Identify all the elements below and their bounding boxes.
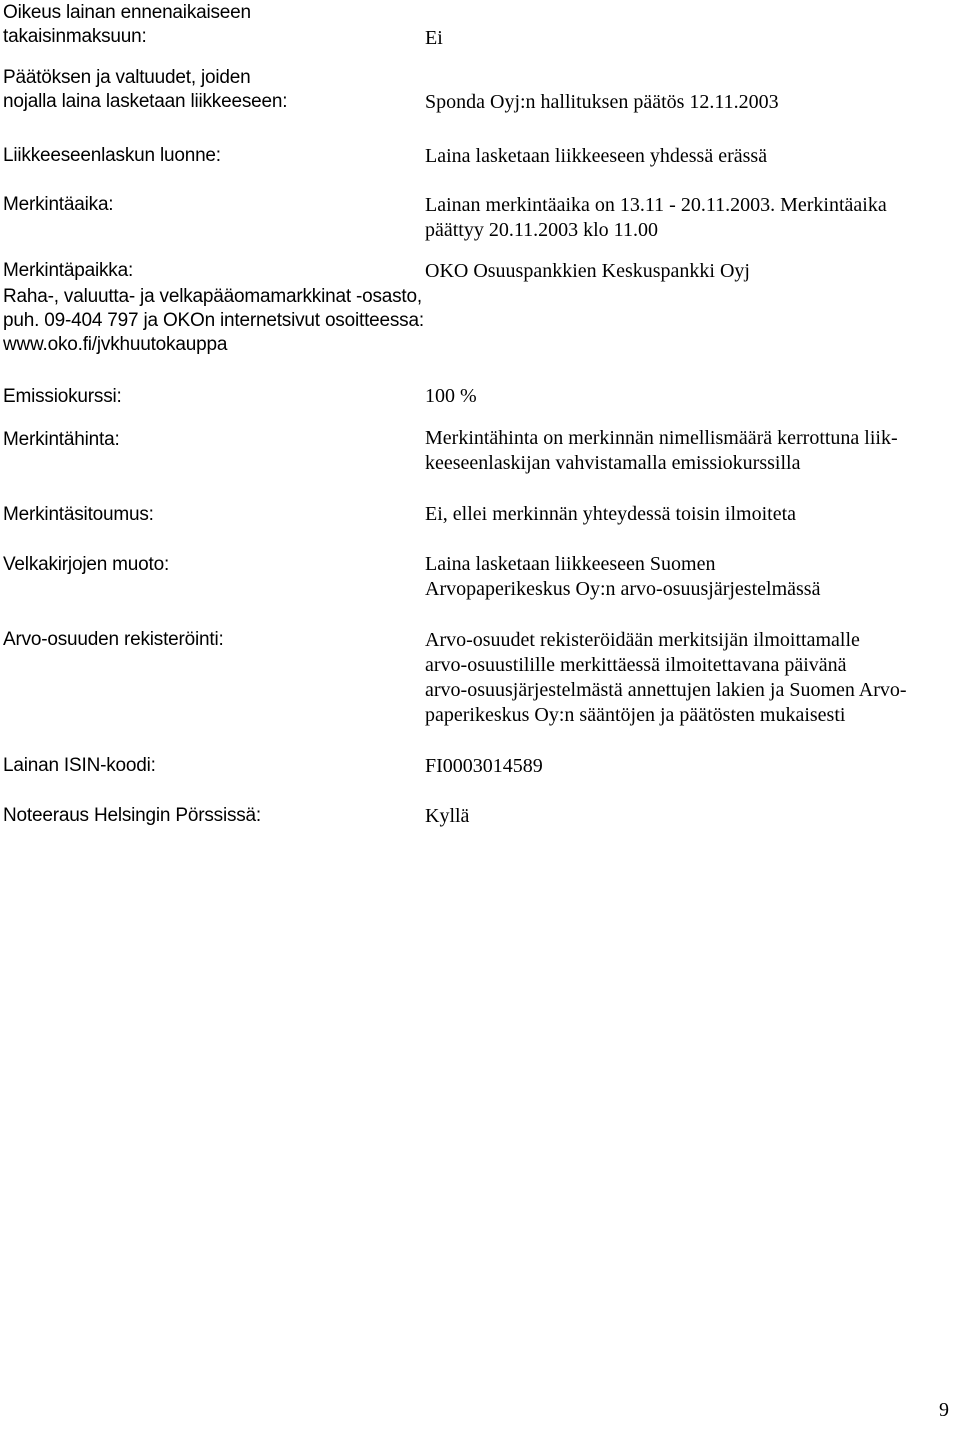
subscription-commitment-value: Ei, ellei merkinnän yhteydessä toisin ilmoiteta xyxy=(425,503,797,525)
issue-type-label: Liikkeeseenlaskun luonne: xyxy=(3,145,221,166)
issue-price-value: 100 % xyxy=(425,385,477,407)
subscription-place-label: Merkintäpaikka: xyxy=(3,260,134,281)
listing-value: Kyllä xyxy=(425,805,470,827)
early-repayment-label xyxy=(3,1,251,49)
subscription-period-value xyxy=(425,193,887,243)
subscription-place-details xyxy=(3,285,424,357)
registration-label: Arvo-osuuden rekisteröinti: xyxy=(3,629,224,650)
isin-value: FI0003014589 xyxy=(425,755,543,777)
value-line: Lainan merkintäaika on 13.11 - 20.11.2003. Merkintäaika xyxy=(425,194,887,216)
issue-price-label: Emissiokurssi: xyxy=(3,386,122,407)
detail-line: www.oko.fi/jvkhuutokauppa xyxy=(3,334,228,355)
value-line: Arvopaperikeskus Oy:n arvo-osuusjärjestelmässä xyxy=(425,578,821,600)
value-line: arvo-osuustilille merkittäessä ilmoitettavana päivänä xyxy=(425,654,847,676)
value-line: Laina lasketaan liikkeeseen Suomen xyxy=(425,553,716,575)
detail-line: puh. 09-404 797 ja OKOn internetsivut osoitteessa: xyxy=(3,310,424,331)
label-line: Oikeus lainan ennenaikaiseen xyxy=(3,2,251,23)
subscription-period-label: Merkintäaika: xyxy=(3,194,114,215)
value-line: arvo-osuusjärjestelmästä annettujen lakien ja Suomen Arvo- xyxy=(425,679,907,701)
bond-form-value xyxy=(425,552,820,602)
early-repayment-value: Ei xyxy=(425,27,443,49)
isin-label: Lainan ISIN-koodi: xyxy=(3,755,156,776)
value-line: Merkintähinta on merkinnän nimellismäärä kerrottuna liik- xyxy=(425,427,898,449)
label-line: Päätöksen ja valtuudet, joiden xyxy=(3,67,251,88)
label-line: takaisinmaksuun: xyxy=(3,26,147,47)
value-line: päättyy 20.11.2003 klo 11.00 xyxy=(425,219,658,241)
decisions-value: Sponda Oyj:n hallituksen päätös 12.11.2003 xyxy=(425,91,779,113)
subscription-place-value: OKO Osuuspankkien Keskuspankki Oyj xyxy=(425,260,750,282)
value-line: Arvo-osuudet rekisteröidään merkitsijän ilmoittamalle xyxy=(425,629,860,651)
page-number: 9 xyxy=(939,1399,949,1421)
subscription-price-value xyxy=(425,426,898,476)
value-line: paperikeskus Oy:n sääntöjen ja päätösten mukaisesti xyxy=(425,704,846,726)
issue-type-value: Laina lasketaan liikkeeseen yhdessä erässä xyxy=(425,145,768,167)
value-line: keeseenlaskijan vahvistamalla emissiokurssilla xyxy=(425,452,801,474)
decisions-label xyxy=(3,66,287,114)
registration-value xyxy=(425,628,907,728)
detail-line: Raha-, valuutta- ja velkapääomamarkkinat -osasto, xyxy=(3,286,422,307)
subscription-commitment-label: Merkintäsitoumus: xyxy=(3,504,154,525)
label-line: nojalla laina lasketaan liikkeeseen: xyxy=(3,91,288,112)
listing-label: Noteeraus Helsingin Pörssissä: xyxy=(3,805,262,826)
subscription-price-label: Merkintähinta: xyxy=(3,429,120,450)
bond-form-label: Velkakirjojen muoto: xyxy=(3,554,170,575)
